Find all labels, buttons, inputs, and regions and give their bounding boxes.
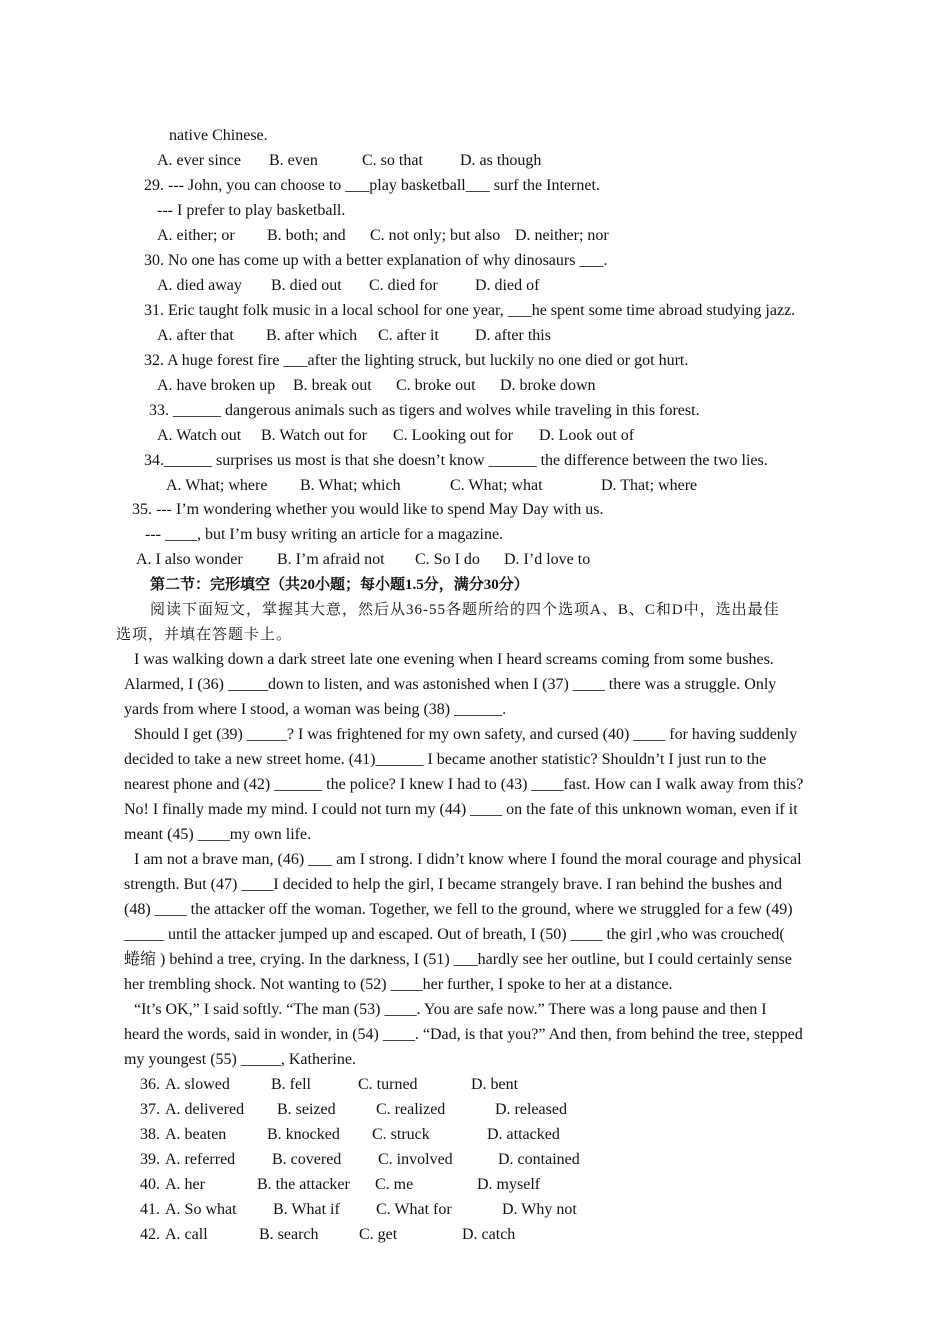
- option-b: B. fell: [271, 1076, 311, 1093]
- option-c: C. so that: [362, 152, 423, 169]
- option-d: D. neither; nor: [515, 227, 609, 244]
- passage-line: 蜷缩 ) behind a tree, crying. In the darkness, I (51) ___hardly see her outline, but I could certainly sense: [124, 951, 792, 968]
- option-b: B. Watch out for: [261, 427, 367, 444]
- option-a: A. ever since: [157, 152, 241, 169]
- option-b: B. seized: [277, 1101, 336, 1118]
- option-a: A. So what: [165, 1201, 237, 1218]
- passage-line: No! I finally made my mind. I could not turn my (44) ____ on the fate of this unknown woman, even if it: [124, 801, 798, 818]
- passage-line: nearest phone and (42) ______ the police? I knew I had to (43) ____fast. How can I walk away from this?: [124, 776, 804, 793]
- option-c: C. So I do: [415, 551, 480, 568]
- option-a: A. What; where: [166, 477, 268, 494]
- passage-line: “It’s OK,” I said softly. “The man (53) ____. You are safe now.” There was a long pause and then I: [130, 1001, 767, 1018]
- option-c: C. after it: [378, 327, 439, 344]
- passage-line: decided to take a new street home. (41)______ I became another statistic? Shouldn’t I just run to the: [124, 751, 767, 768]
- option-b: B. both; and: [267, 227, 346, 244]
- question-number: 36.: [140, 1076, 160, 1093]
- option-c: C. broke out: [396, 377, 476, 394]
- option-c: C. get: [359, 1226, 398, 1243]
- option-a: A. call: [165, 1226, 208, 1243]
- option-b: B. the attacker: [257, 1176, 350, 1193]
- option-c: C. not only; but also: [370, 227, 501, 244]
- question-35-stem: 35. --- I’m wondering whether you would like to spend May Day with us.: [132, 501, 604, 518]
- option-a: A. died away: [157, 277, 242, 294]
- option-b: B. What; which: [300, 477, 401, 494]
- passage-line: yards from where I stood, a woman was being (38) ______.: [124, 701, 507, 718]
- question-number: 41.: [140, 1201, 160, 1218]
- option-b: B. even: [269, 152, 318, 169]
- option-b: B. search: [259, 1226, 319, 1243]
- option-d: D. catch: [462, 1226, 516, 1243]
- question-34-stem: 34.______ surprises us most is that she doesn’t know ______ the difference between the two lies.: [144, 452, 768, 469]
- question-35-reply: --- ____, but I’m busy writing an article for a magazine.: [145, 526, 504, 543]
- option-b: B. after which: [266, 327, 358, 344]
- option-a: A. beaten: [165, 1126, 227, 1143]
- question-29-reply: --- I prefer to play basketball.: [157, 202, 346, 219]
- option-c: C. me: [375, 1176, 414, 1193]
- option-a: A. after that: [157, 327, 234, 344]
- option-c: C. struck: [372, 1126, 430, 1143]
- passage-line: I am not a brave man, (46) ___ am I strong. I didn’t know where I found the moral courage and physical: [130, 851, 802, 868]
- question-28-tail: native Chinese.: [169, 127, 268, 144]
- option-d: D. myself: [477, 1176, 541, 1193]
- passage-line: Should I get (39) _____? I was frightened for my own safety, and cursed (40) ____ for having suddenly: [130, 726, 798, 743]
- passage-line: (48) ____ the attacker off the woman. Together, we fell to the ground, where we struggled for a few (49): [124, 901, 793, 918]
- option-d: D. broke down: [500, 377, 596, 394]
- passage-line: meant (45) ____my own life.: [124, 826, 312, 843]
- question-30-stem: 30. No one has come up with a better explanation of why dinosaurs ___.: [144, 252, 608, 269]
- option-c: C. What for: [376, 1201, 452, 1218]
- option-a: A. referred: [165, 1151, 236, 1168]
- option-d: D. That; where: [601, 477, 698, 494]
- question-number: 42.: [140, 1226, 160, 1243]
- passage-line: I was walking down a dark street late one evening when I heard screams coming from some bushes.: [130, 651, 774, 668]
- option-b: B. knocked: [267, 1126, 340, 1143]
- option-a: A. I also wonder: [136, 551, 243, 568]
- option-a: A. delivered: [165, 1101, 245, 1118]
- option-d: D. released: [495, 1101, 567, 1118]
- option-d: D. I’d love to: [504, 551, 591, 568]
- question-number: 39.: [140, 1151, 160, 1168]
- option-d: D. contained: [498, 1151, 580, 1168]
- option-b: B. break out: [293, 377, 372, 394]
- option-c: C. turned: [358, 1076, 418, 1093]
- question-number: 37.: [140, 1101, 160, 1118]
- option-a: A. Watch out: [157, 427, 242, 444]
- question-number: 38.: [140, 1126, 160, 1143]
- question-31-stem: 31. Eric taught folk music in a local school for one year, ___he spent some time abroad studying jazz.: [144, 302, 796, 319]
- option-a: A. her: [165, 1176, 205, 1193]
- option-b: B. I’m afraid not: [277, 551, 385, 568]
- option-c: C. What; what: [450, 477, 543, 494]
- question-32-stem: 32. A huge forest fire ___after the lighting struck, but luckily no one died or got hurt.: [144, 352, 689, 369]
- option-c: C. realized: [376, 1101, 446, 1118]
- option-a: A. slowed: [165, 1076, 230, 1093]
- question-number: 40.: [140, 1176, 160, 1193]
- section-instruction-line-1: 阅读下面短文，掌握其大意，然后从36-55各题所给的四个选项A、B、C和D中，选出最佳: [150, 602, 780, 618]
- option-a: A. have broken up: [157, 377, 276, 394]
- option-d: D. attacked: [487, 1126, 560, 1143]
- passage-line: heard the words, said in wonder, in (54) ____. “Dad, is that you?” And then, from behind the tree, stepped: [124, 1026, 803, 1043]
- option-a: A. either; or: [157, 227, 235, 244]
- question-33-stem: 33. ______ dangerous animals such as tigers and wolves while traveling in this forest.: [149, 402, 700, 419]
- option-b: B. died out: [271, 277, 342, 294]
- question-29-stem: 29. --- John, you can choose to ___play basketball___ surf the Internet.: [144, 177, 600, 194]
- option-b: B. covered: [272, 1151, 342, 1168]
- option-d: D. Look out of: [539, 427, 635, 444]
- option-d: D. as though: [460, 152, 542, 169]
- passage-line: my youngest (55) _____, Katherine.: [124, 1051, 356, 1068]
- section-heading: 第二节：完形填空（共20小题；每小题1.5分，满分30分）: [150, 577, 529, 593]
- option-d: D. after this: [475, 327, 551, 344]
- option-c: C. died for: [369, 277, 438, 294]
- option-d: D. Why not: [502, 1201, 577, 1218]
- option-c: C. Looking out for: [393, 427, 513, 444]
- option-d: D. bent: [471, 1076, 519, 1093]
- option-d: D. died of: [475, 277, 540, 294]
- section-instruction-line-2: 选项，并填在答题卡上。: [116, 627, 293, 643]
- passage-line: Alarmed, I (36) _____down to listen, and was astonished when I (37) ____ there was a struggle. Only: [124, 676, 777, 693]
- option-c: C. involved: [378, 1151, 453, 1168]
- passage-line: her trembling shock. Not wanting to (52) ____her further, I spoke to her at a distance.: [124, 976, 673, 993]
- option-b: B. What if: [273, 1201, 340, 1218]
- passage-line: _____ until the attacker jumped up and escaped. Out of breath, I (50) ____ the girl ,who was crouched(: [124, 926, 785, 943]
- passage-line: strength. But (47) ____I decided to help the girl, I became strangely brave. I ran behind the bushes and: [124, 876, 783, 893]
